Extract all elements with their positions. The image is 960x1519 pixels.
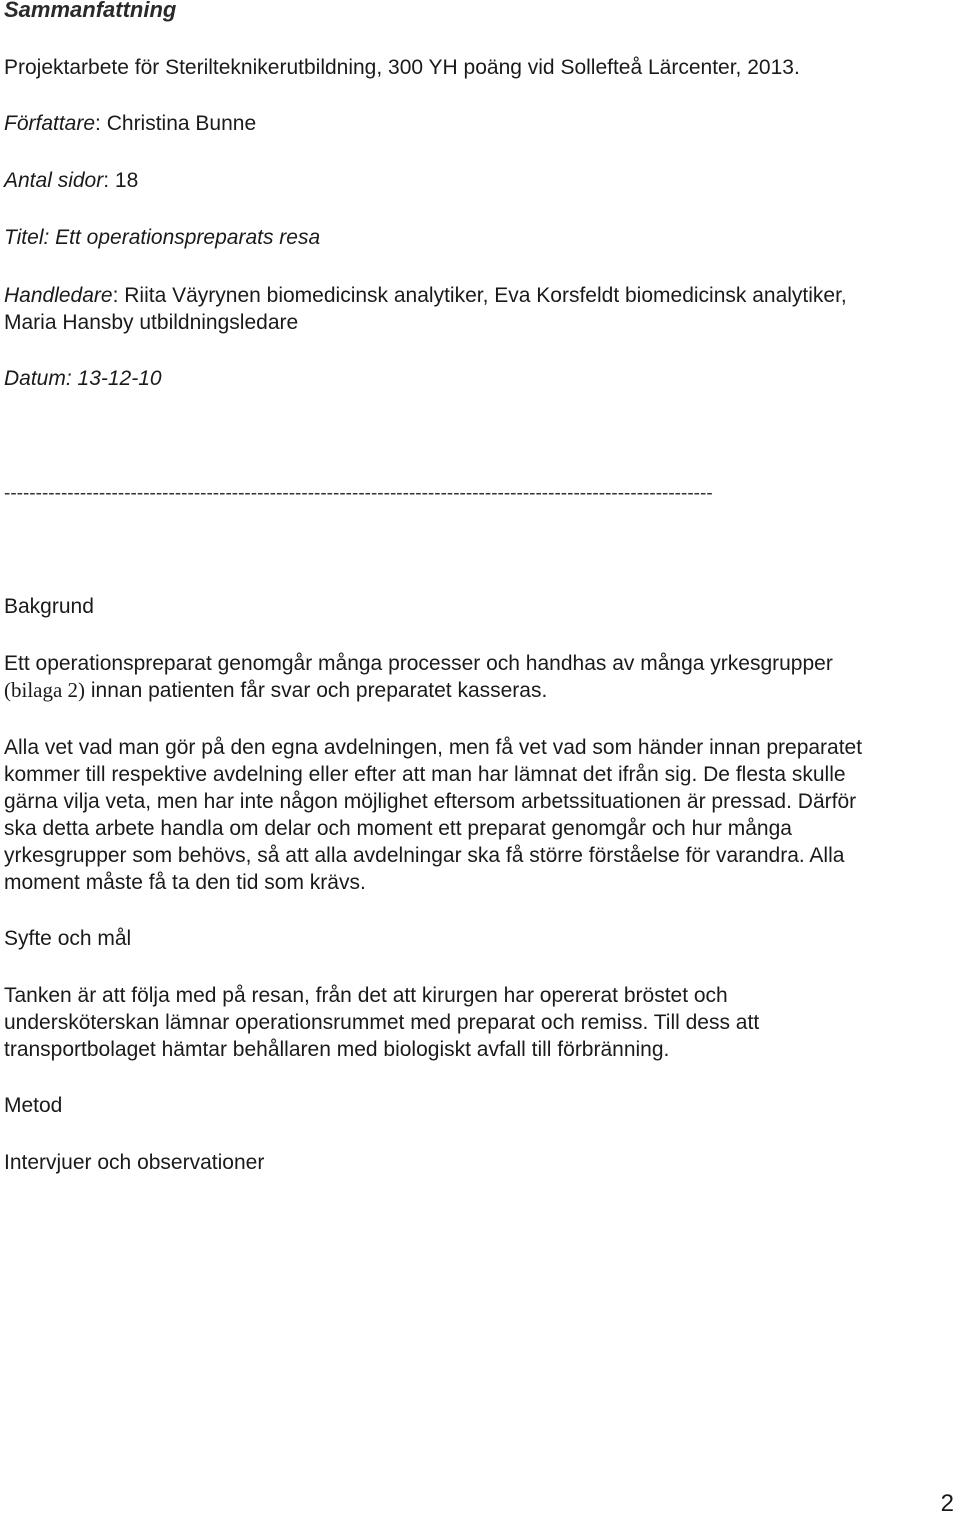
author-row: Författare: Christina Bunne	[4, 112, 257, 135]
date-value: 13-12-10	[77, 367, 162, 390]
pages-value: 18	[114, 169, 139, 192]
aim-paragraph	[4, 982, 954, 1063]
pages-label: Antal sidor	[4, 169, 104, 192]
background-p2-line: gärna vilja veta, men har inte någon möjlighet eftersom arbetssituationen är pressad. Därför	[4, 790, 857, 813]
summary-heading: Sammanfattning	[4, 0, 177, 22]
title-value: Ett operationspreparats resa	[55, 226, 321, 249]
supervisor-label: Handledare	[4, 284, 113, 307]
aim-heading: Syfte och mål	[4, 927, 132, 950]
background-p2-line: kommer till respektive avdelning eller efter att man har lämnat det ifrån sig. De flesta skulle	[4, 763, 846, 786]
supervisor-line-1: Handledare: Riita Väyrynen biomedicinsk analytiker, Eva Korsfeldt biomedicinsk analytiker,	[4, 284, 847, 307]
method-heading: Metod	[4, 1094, 63, 1117]
background-p2-line: moment måste få ta den tid som krävs.	[4, 871, 366, 894]
supervisor-line-2: Maria Hansby utbildningsledare	[4, 311, 299, 334]
supervisor-block	[4, 282, 954, 336]
background-p1-line-1: Ett operationspreparat genomgår många processer och handhas av många yrkesgrupper	[4, 652, 833, 675]
supervisor-value: Riita Väyrynen biomedicinsk analytiker, Eva Korsfeldt biomedicinsk analytiker,	[124, 284, 847, 307]
aim-line: Tanken är att följa med på resan, från det att kirurgen har opererat bröstet och	[4, 984, 728, 1007]
background-p2-line: Alla vet vad man gör på den egna avdelningen, men få vet vad som händer innan preparatet	[4, 736, 863, 759]
title-row	[4, 224, 320, 251]
background-p2-line: yrkesgrupper som behövs, så att alla avdelningar ska få större förståelse för varandra. Alla	[4, 844, 845, 867]
background-p1-line-2-text: innan patienten får svar och preparatet kasseras.	[85, 679, 548, 702]
background-paragraph-2	[4, 734, 954, 896]
project-line: Projektarbete för Sterilteknikerutbildning, 300 YH poäng vid Sollefteå Lärcenter, 2013.	[4, 56, 800, 79]
date-label: Datum:	[4, 367, 72, 390]
author-value: Christina Bunne	[106, 112, 257, 135]
method-text: Intervjuer och observationer	[4, 1151, 265, 1174]
aim-line: undersköterskan lämnar operationsrummet med preparat och remiss. Till dess att	[4, 1011, 760, 1034]
background-p1-line-2	[4, 677, 954, 704]
background-paragraph-1	[4, 650, 954, 704]
separator-rule: ----------------------------------------------------------------------------------------------------------------	[4, 483, 713, 504]
page-number: 2	[940, 1490, 954, 1517]
attachment-reference: (bilaga 2)	[4, 678, 86, 702]
background-heading: Bakgrund	[4, 595, 94, 618]
title-label: Titel:	[4, 226, 50, 249]
pages-row: Antal sidor: 18	[4, 169, 139, 192]
background-p2-line: ska detta arbete handla om delar och moment ett preparat genomgår och hur många	[4, 817, 792, 840]
author-label: Författare	[4, 112, 96, 135]
date-row	[4, 365, 162, 392]
aim-line: transportbolaget hämtar behållaren med biologiskt avfall till förbränning.	[4, 1038, 670, 1061]
